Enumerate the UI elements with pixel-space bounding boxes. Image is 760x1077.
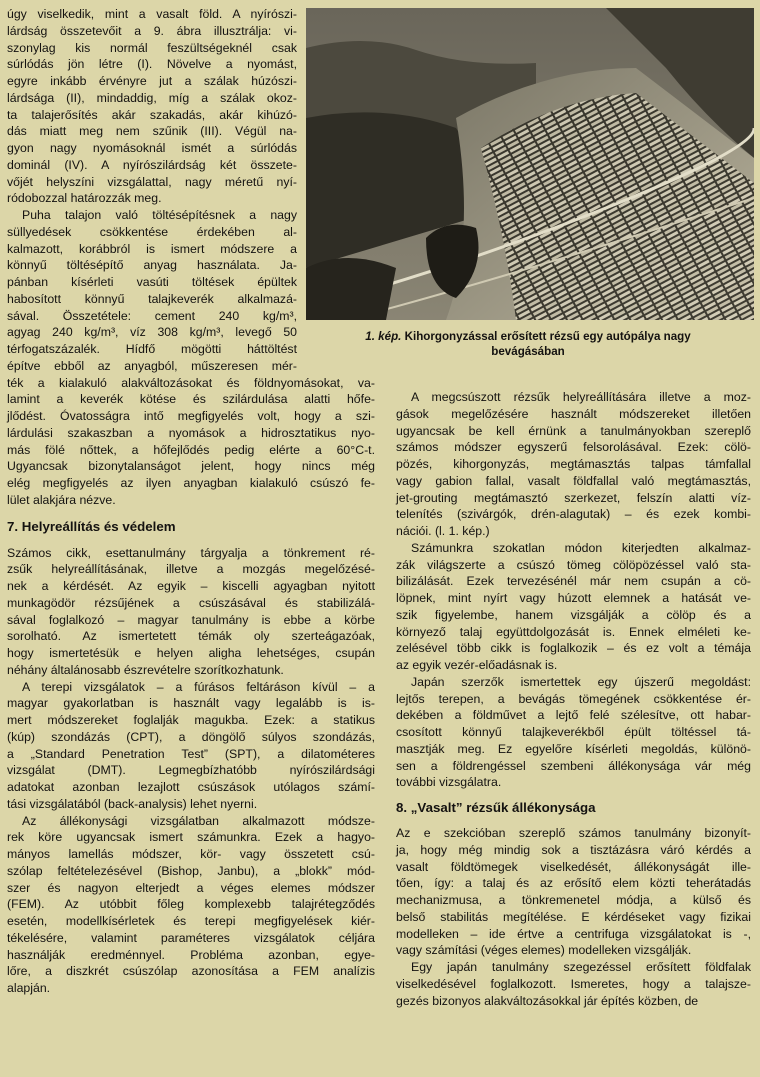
- text-line: gások megelőzésére használt módszereket illetően: [396, 406, 751, 421]
- text-line: használják eredménnyel. Probléma azonban, egye-: [7, 947, 375, 962]
- text-line: gezés bizonyos alakváltozásokkal jár építés közben, de: [396, 993, 699, 1008]
- text-line: pánban kísérleti vasúti töltések épültek: [7, 275, 297, 289]
- section-heading-8: 8. „Vasalt” rézsűk állékonysága: [396, 800, 596, 815]
- text-line: ródobozzal határozzák meg.: [7, 191, 162, 206]
- text-line: Az állékonysági vizsgálatban alkalmazott módsze-: [22, 813, 375, 828]
- text-line: zák világszerte a csúszó tömeg cölöpözéssel való sta-: [396, 557, 751, 572]
- text-line: sával foglalkozó – magyar tanulmány is ebbe a körbe: [7, 612, 375, 627]
- text-line: környező talaj együttdolgozását is. Ennek elméleti ke-: [396, 624, 751, 639]
- text-line: lárdulási szakaszban a nyomások a hidrosztatikus nyo-: [7, 425, 375, 440]
- text-line: habosított könnyű talajkeverék alkalmazá-: [7, 291, 297, 306]
- intro-paragraph: [7, 6, 375, 207]
- japan-lightweight-fill-paragraph: [7, 207, 375, 509]
- text-line: ték a kialakuló alakváltozásokat és földnyomásokat, va-: [7, 375, 375, 390]
- text-line: vagy számítási (véges elemes) modelleken vizsgálják.: [396, 943, 692, 958]
- text-line: szólap feltételezésével (Bishop, Janbu), a „blokk” mód-: [7, 863, 375, 878]
- text-line: Egy japán tanulmány szegezéssel erősített földfalak: [411, 960, 751, 974]
- text-line: Japán szerzők ismertettek egy újszerű megoldást:: [411, 674, 751, 689]
- text-line: csosított könnyű talajkeverékből épült töltéssel tá-: [396, 725, 751, 739]
- text-line: más fölé nőttek, a hőfejlődés pedig elérte a 60°C-t.: [7, 442, 375, 457]
- text-line: építve ebből az anyagból, műszeresen mér-: [7, 358, 297, 373]
- text-line: rek köre ugyancsak ismert számunkra. Ezek a hagyo-: [7, 830, 375, 845]
- text-line: A terepi vizsgálatok – a fúrásos feltáráson kívül – a: [22, 679, 375, 694]
- caption-prefix: 1. kép.: [365, 330, 402, 343]
- text-line: térfogatszázalék. Hídfő mögötti háttöltést: [7, 342, 297, 356]
- text-line: belső stabilitás megítélése. E kérdéseket vagy fizikai: [396, 909, 751, 924]
- text-line: Ugyancsak bizonytalanságot jelent, hogy nincs még: [7, 459, 375, 474]
- right-column: [396, 389, 751, 1009]
- text-line: szik figyelembe, hanem vizsgálják a cölöp és a: [396, 607, 751, 622]
- text-line: vasalt földtömegek viselkedését, állékonyságát ille-: [396, 859, 751, 874]
- text-line: tően, így: a talaj és az erősítő elem közti teherátadás: [396, 876, 751, 891]
- text-line: (kúp) szondázás (CPT), a döngölő súlyos szondázás,: [7, 729, 375, 744]
- text-line: viselkedésével foglalkozott. Ismeretes, hogy a talajsze-: [396, 976, 751, 991]
- text-line: esetén, modellkísérletek és terepi megfigyelések kiér-: [7, 914, 375, 928]
- text-line: lamint a keverék kötése és szilárdulása alatti hőfe-: [7, 392, 375, 407]
- text-line: dekében a földművet a lejtő felé szélesítve, ott habar-: [396, 708, 751, 723]
- text-line: A megcsúszott rézsűk helyreállítására illetve a moz-: [411, 390, 751, 404]
- text-line: az egyik vezér-előadásnak is.: [396, 658, 558, 672]
- text-line: elég megfigyelés az ilyen anyagban kialakuló csúszó fe-: [7, 476, 375, 490]
- left-column: [7, 6, 375, 997]
- text-line: lület alakjára nézve.: [7, 492, 116, 507]
- text-line: sával. Összetétele: cement 240 kg/m³,: [7, 308, 297, 323]
- text-line: masztják meg. Ez egyelőre kísérleti megoldás, különö-: [396, 741, 751, 756]
- section-heading-7: 7. Helyreállítás és védelem: [7, 518, 176, 534]
- text-line: ta talajerősítés akár szakadás, akár kihúzó-: [7, 107, 297, 122]
- text-line: számos módszer egyszerű felsorolásával. Ezek: cölö-: [396, 440, 751, 455]
- section-7-paragraph-1: [7, 545, 375, 679]
- text-line: Az e szekcióban szereplő számos tanulmány bizonyít-: [396, 826, 751, 840]
- right-paragraph-1: [396, 389, 751, 540]
- text-line: tékelésére, valamint paraméteres vizsgálatok céljára: [7, 930, 375, 945]
- right-paragraph-3: [396, 674, 751, 791]
- text-line: jet-grouting megtámasztó szerkezet, felszín alatti víz-: [396, 490, 751, 505]
- text-line: jlődést. Óvatosságra intő megfigyelés volt, hogy a szi-: [7, 409, 375, 423]
- text-line: süllyedések csökkentése érdekében al-: [7, 224, 297, 239]
- text-line: néhány általánosabb észrevételre szorítkozhatunk.: [7, 662, 284, 677]
- text-line: munkagödör rézsűjének a csúszásával és stabilizálá-: [7, 595, 375, 610]
- text-line: nek a kérdését. Az egyik – kiscelli agyagban nyitott: [7, 579, 375, 593]
- text-line: Puha talajon való töltésépítésnek a nagy: [22, 208, 297, 222]
- text-line: Számos cikk, esettanulmány tárgyalja a tönkrement ré-: [7, 545, 375, 560]
- text-line: telenítés (szivárgók, drén-alagutak) – és ezek kombi-: [396, 507, 751, 522]
- text-line: zsűk helyreállításának, illetve a mozgás megelőzésé-: [7, 562, 375, 577]
- text-line: sorolható. Az ismertetett témák oly szerteágazóak,: [7, 629, 375, 644]
- text-line: ja, hogy még mindig sok a tisztázásra váró kérdés a: [396, 842, 751, 857]
- right-paragraph-4: [396, 825, 751, 959]
- text-line: egyre inkább érvényre jut a szálak húzószi-: [7, 74, 297, 88]
- text-line: löpnek, mint nyírt vagy húzott elemnek a hatását ve-: [396, 591, 751, 605]
- text-line: (FEM). Az utóbbit főleg komplexebb talajrétegződés: [7, 897, 375, 912]
- text-line: a „Standard Penetration Test” (SPT), a dilatométeres: [7, 746, 375, 761]
- text-line: vagy gabion fallal, vasalt földfallal való megtámasztás,: [396, 473, 751, 488]
- text-line: mert módszereket foglalják magukba. Ezek: a statikus: [7, 713, 375, 727]
- text-line: dominál (IV). A nyírószilárdság két összete-: [7, 157, 297, 172]
- text-line: tási vizsgálatából (back-analysis) lehet nyerni.: [7, 796, 258, 811]
- text-line: pözés, kihorgonyzás, megtámasztás talpas támfallal: [396, 457, 751, 471]
- text-line: mechanizmusa, a tönkremenetel módja, a külső és: [396, 893, 751, 907]
- text-line: zelésével több cikk is foglalkozik – és ez volt a témája: [396, 641, 751, 656]
- text-line: modelleken – ide értve a centrifuga vizsgálatokat is -,: [396, 926, 751, 941]
- text-line: gyon nagy nyomásoknál ismét a súrlódás: [7, 141, 297, 155]
- text-line: agyag 240 kg/m³, víz 308 kg/m³, levegő 50: [7, 325, 297, 340]
- caption-line: Kihorgonyzással erősített rézsű egy autópálya nagy: [404, 330, 691, 343]
- text-line: szer és nagyon elterjedt a véges elemes módszer: [7, 880, 375, 895]
- text-line: úgy viselkedik, mint a vasalt föld. A nyírószi-: [7, 7, 297, 21]
- text-line: alapján.: [7, 981, 51, 995]
- figure-caption: [318, 329, 738, 359]
- text-line: lárdság összetevőit a 9. ábra illusztrálja: vi-: [7, 23, 297, 38]
- text-line: dás miatt meg nem szűnik (III). Végül na-: [7, 124, 297, 139]
- text-line: nációi. (l. 1. kép.): [396, 524, 490, 538]
- section-7-paragraph-3: [7, 813, 375, 997]
- text-line: könnyű töltésépítő anyag használata. Ja-: [7, 258, 297, 273]
- text-line: további vizsgálatra.: [396, 775, 502, 790]
- text-line: lejtős terepen, a bevágás tömegének csökkentése ér-: [396, 691, 751, 706]
- text-line: sen a földrengéssel szembeni állékonysága vár még: [396, 758, 751, 773]
- caption-line: bevágásában: [491, 345, 565, 358]
- text-line: szonylag kis normál feszültségeknél csak: [7, 40, 297, 55]
- text-line: hogy ismertetésük e helyen aligha lehetséges, csupán: [7, 646, 375, 660]
- text-line: lárdsága (II), mindaddig, míg a szálak okoz-: [7, 90, 297, 105]
- text-line: magyar gyakorlatban is használt vagy legalább is is-: [7, 696, 375, 711]
- right-paragraph-5: [396, 959, 751, 1009]
- text-line: bilizálását. Ezek tervezésénél már nem csupán a cö-: [396, 574, 751, 589]
- text-line: ugyancsak be kell érnünk a tanulmányokban szereplő: [396, 423, 751, 438]
- text-line: lőre, a diszkrét csúszólap azonosítása a FEM analízis: [7, 964, 375, 979]
- text-line: adatokat azonban lezajlott csúszások utólagos számí-: [7, 780, 375, 794]
- right-paragraph-2: [396, 540, 751, 674]
- text-line: vizsgálat (DMT). Legmegbízhatóbb nyírószilárdsági: [7, 763, 375, 778]
- section-7-paragraph-2: [7, 679, 375, 813]
- text-line: mányos lamellás módszer, kör- vagy összetett csú-: [7, 847, 375, 861]
- text-line: vőjét helyszíni vizsgálattal, nagy méretű nyí-: [7, 174, 297, 189]
- text-line: Számunkra szokatlan módon kiterjedten alkalmaz-: [411, 540, 751, 555]
- text-line: súrlódás jön létre (I). Növelve a nyomást,: [7, 57, 297, 72]
- text-line: kalmazott, korábbról is ismert módszere a: [7, 241, 297, 256]
